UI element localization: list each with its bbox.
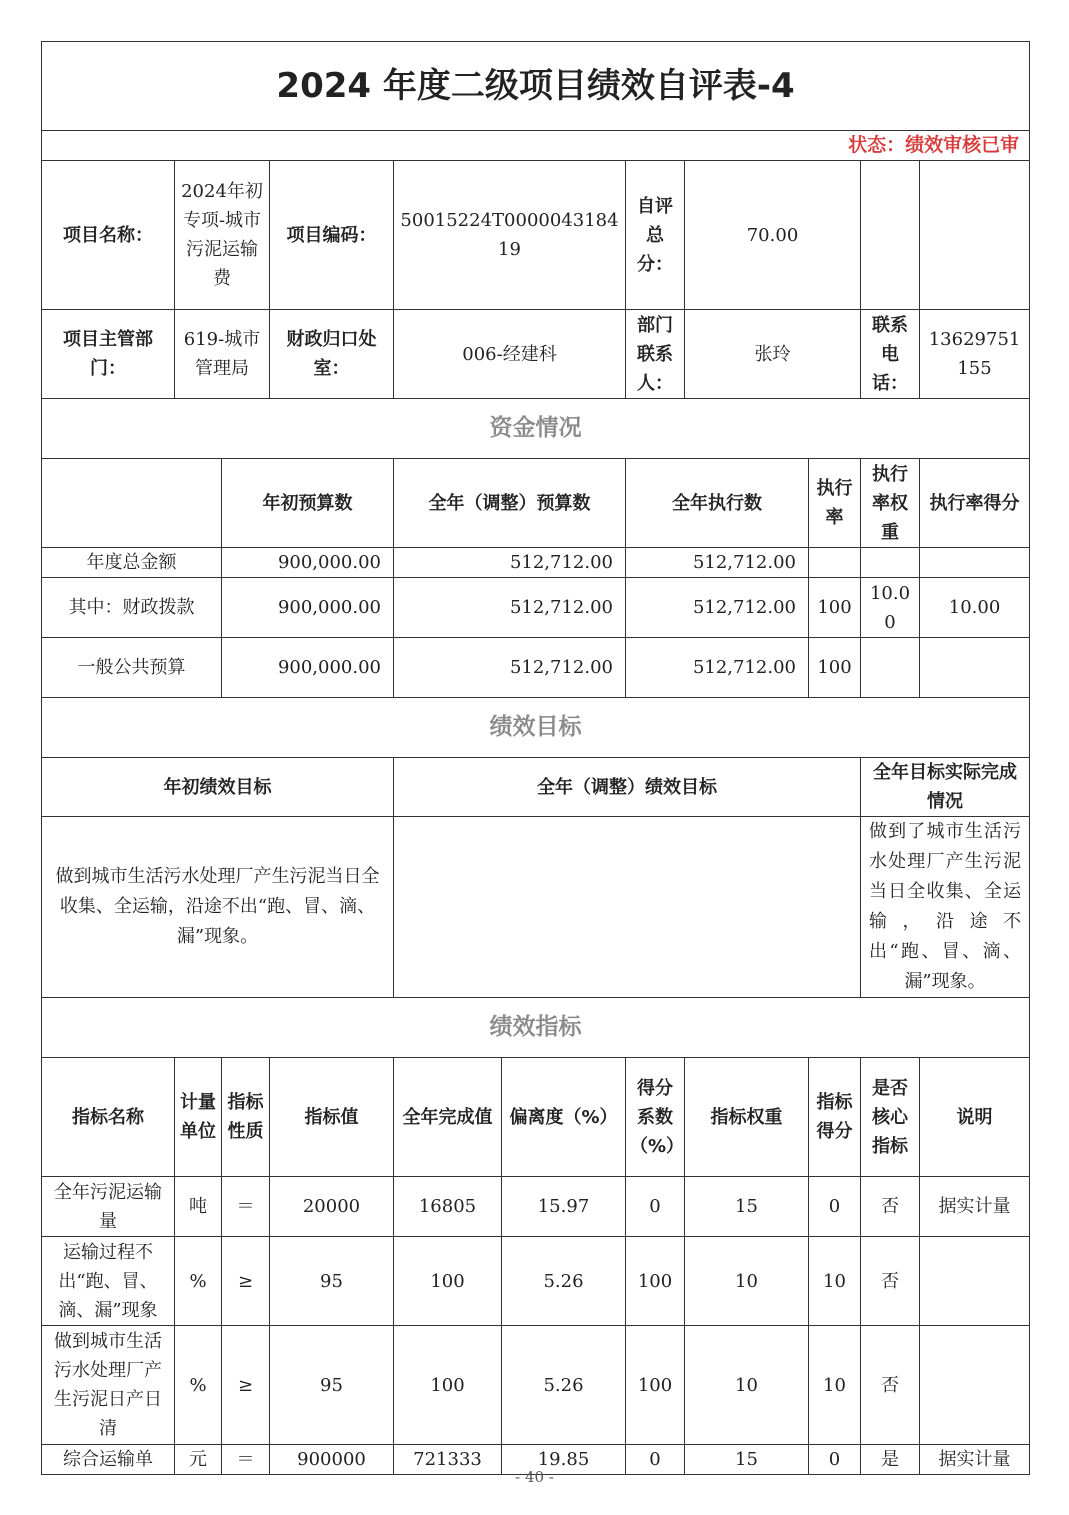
self-score-value: 70.00 [685, 161, 861, 310]
project-name-label: 项目名称： [42, 161, 175, 310]
ind-core: 否 [861, 1237, 920, 1326]
funds-row-rate: 100 [809, 578, 861, 638]
funds-header-score: 执行率得分 [920, 459, 1030, 548]
funds-row-label: 其中：财政拨款 [42, 578, 222, 638]
ind-header-weight: 指标权重 [685, 1058, 809, 1177]
project-code-value: 50015224T000004318419 [394, 161, 626, 310]
ind-deviation: 5.26 [502, 1326, 626, 1445]
ind-unit: % [175, 1326, 222, 1445]
ind-unit: 吨 [175, 1177, 222, 1237]
ind-nature: ＝ [222, 1445, 270, 1475]
phone-label: 联系电话： [861, 310, 920, 399]
finance-office-value: 006-经建科 [394, 310, 626, 399]
ind-name: 全年污泥运输量 [42, 1177, 175, 1237]
ind-header-deviation: 偏离度（%） [502, 1058, 626, 1177]
funds-row-adjusted: 512,712.00 [394, 548, 626, 578]
table-row [42, 578, 1030, 638]
ind-header-core: 是否核心指标 [861, 1058, 920, 1177]
ind-target: 20000 [270, 1177, 394, 1237]
ind-completed: 721333 [394, 1445, 502, 1475]
ind-header-score: 指标得分 [809, 1058, 861, 1177]
status-badge: 状态：绩效审核已审 [42, 131, 1030, 161]
contact-label: 部门联系人： [626, 310, 685, 399]
funds-header-adjusted: 全年（调整）预算数 [394, 459, 626, 548]
ind-name: 运输过程不出“跑、冒、滴、漏”现象 [42, 1237, 175, 1326]
project-code-label: 项目编码： [270, 161, 394, 310]
funds-row-initial: 900,000.00 [222, 548, 394, 578]
ind-completed: 100 [394, 1237, 502, 1326]
ind-header-coef: 得分系数（%） [626, 1058, 685, 1177]
funds-row-weight: 10.00 [861, 578, 920, 638]
funds-row-score [920, 548, 1030, 578]
funds-row-executed: 512,712.00 [626, 578, 809, 638]
ind-coef: 0 [626, 1445, 685, 1475]
ind-coef: 100 [626, 1326, 685, 1445]
ind-weight: 10 [685, 1237, 809, 1326]
funds-row-initial: 900,000.00 [222, 578, 394, 638]
ind-note: 据实计量 [920, 1445, 1030, 1475]
table-row [42, 1237, 1030, 1326]
ind-target: 95 [270, 1237, 394, 1326]
ind-target: 95 [270, 1326, 394, 1445]
table-row [42, 638, 1030, 698]
funds-row-executed: 512,712.00 [626, 548, 809, 578]
funds-row-score [920, 638, 1030, 698]
ind-note [920, 1237, 1030, 1326]
empty-cell [861, 161, 920, 310]
funds-header-blank [42, 459, 222, 548]
funds-row-score: 10.00 [920, 578, 1030, 638]
phone-value: 13629751155 [920, 310, 1030, 399]
ind-header-note: 说明 [920, 1058, 1030, 1177]
goals-section-title: 绩效目标 [42, 698, 1030, 758]
ind-name: 综合运输单 [42, 1445, 175, 1475]
page-number: - 40 - [515, 1468, 554, 1486]
ind-core: 否 [861, 1326, 920, 1445]
ind-score: 10 [809, 1237, 861, 1326]
funds-row-initial: 900,000.00 [222, 638, 394, 698]
funds-row-label: 年度总金额 [42, 548, 222, 578]
ind-score: 0 [809, 1445, 861, 1475]
funds-section-title: 资金情况 [42, 399, 1030, 459]
finance-office-label: 财政归口处室： [270, 310, 394, 399]
ind-coef: 100 [626, 1237, 685, 1326]
ind-note [920, 1326, 1030, 1445]
goals-initial-text: 做到城市生活污水处理厂产生污泥当日全收集、全运输，沿途不出“跑、冒、滴、漏”现象。 [42, 817, 394, 998]
ind-coef: 0 [626, 1177, 685, 1237]
funds-row-weight [861, 638, 920, 698]
ind-completed: 16805 [394, 1177, 502, 1237]
ind-deviation: 15.97 [502, 1177, 626, 1237]
indicators-section-title: 绩效指标 [42, 998, 1030, 1058]
ind-core: 否 [861, 1177, 920, 1237]
page-title: 2024 年度二级项目绩效自评表-4 [42, 42, 1030, 131]
ind-completed: 100 [394, 1326, 502, 1445]
ind-nature: ＝ [222, 1177, 270, 1237]
ind-name: 做到城市生活污水处理厂产生污泥日产日清 [42, 1326, 175, 1445]
funds-row-rate [809, 548, 861, 578]
ind-header-nature: 指标性质 [222, 1058, 270, 1177]
ind-weight: 15 [685, 1445, 809, 1475]
funds-header-weight: 执行率权重 [861, 459, 920, 548]
ind-nature: ≥ [222, 1326, 270, 1445]
ind-core: 是 [861, 1445, 920, 1475]
ind-header-completed: 全年完成值 [394, 1058, 502, 1177]
table-row [42, 1326, 1030, 1445]
funds-row-label: 一般公共预算 [42, 638, 222, 698]
contact-value: 张玲 [685, 310, 861, 399]
funds-row-adjusted: 512,712.00 [394, 638, 626, 698]
ind-nature: ≥ [222, 1237, 270, 1326]
funds-row-executed: 512,712.00 [626, 638, 809, 698]
ind-note: 据实计量 [920, 1177, 1030, 1237]
funds-row-rate: 100 [809, 638, 861, 698]
ind-weight: 15 [685, 1177, 809, 1237]
funds-header-rate: 执行率 [809, 459, 861, 548]
evaluation-sheet [41, 41, 1029, 1470]
ind-unit: 元 [175, 1445, 222, 1475]
ind-unit: % [175, 1237, 222, 1326]
empty-cell [920, 161, 1030, 310]
ind-deviation: 5.26 [502, 1237, 626, 1326]
ind-deviation: 19.85 [502, 1445, 626, 1475]
table-row [42, 1177, 1030, 1237]
ind-weight: 10 [685, 1326, 809, 1445]
table-row [42, 548, 1030, 578]
ind-header-target: 指标值 [270, 1058, 394, 1177]
funds-row-weight [861, 548, 920, 578]
self-score-label: 自评总分： [626, 161, 685, 310]
goals-header-actual: 全年目标实际完成情况 [861, 758, 1030, 817]
dept-label: 项目主管部门： [42, 310, 175, 399]
funds-header-executed: 全年执行数 [626, 459, 809, 548]
goals-header-initial: 年初绩效目标 [42, 758, 394, 817]
ind-score: 0 [809, 1177, 861, 1237]
evaluation-table [41, 41, 1030, 1475]
funds-header-initial: 年初预算数 [222, 459, 394, 548]
ind-header-name: 指标名称 [42, 1058, 175, 1177]
dept-value: 619-城市管理局 [175, 310, 270, 399]
goals-adjusted-text [394, 817, 861, 998]
ind-header-unit: 计量单位 [175, 1058, 222, 1177]
goals-header-adjusted: 全年（调整）绩效目标 [394, 758, 861, 817]
project-name-value: 2024年初专项-城市污泥运输费 [175, 161, 270, 310]
ind-score: 10 [809, 1326, 861, 1445]
funds-row-adjusted: 512,712.00 [394, 578, 626, 638]
goals-actual-text: 做到了城市生活污水处理厂产生污泥当日全收集、全运输，沿途不出“跑、冒、滴、漏”现象。 [861, 817, 1030, 998]
ind-target: 900000 [270, 1445, 394, 1475]
